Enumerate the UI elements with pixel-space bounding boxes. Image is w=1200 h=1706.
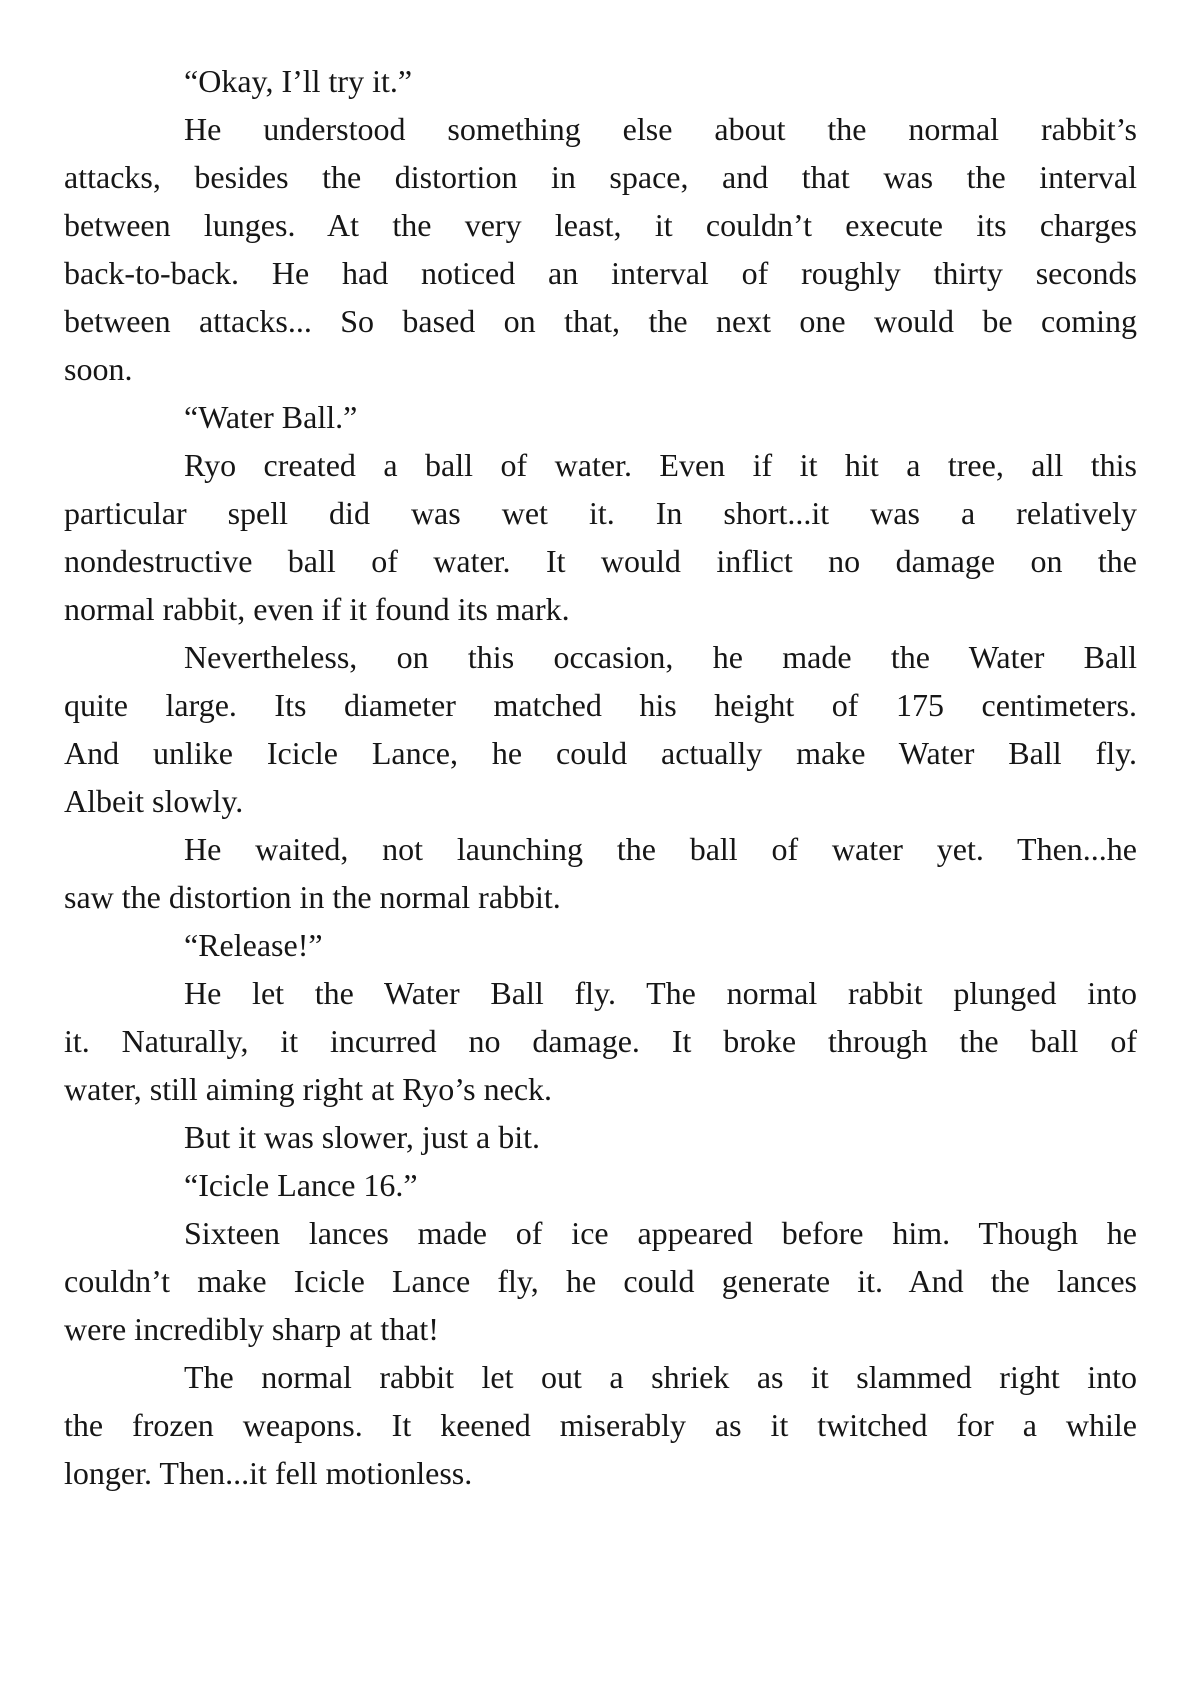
text-line: And unlike Icicle Lance, he could actually make Water Ball fly.: [64, 735, 1137, 771]
text-line: water, still aiming right at Ryo’s neck.: [64, 1071, 553, 1107]
text-line: couldn’t make Icicle Lance fly, he could generate it. And the lances: [64, 1263, 1137, 1299]
paragraph: [64, 1209, 1137, 1353]
paragraph: [64, 105, 1137, 393]
text-line: Ryo created a ball of water. Even if it hit a tree, all this: [184, 447, 1137, 483]
paragraph: [64, 393, 1137, 441]
text-line: saw the distortion in the normal rabbit.: [64, 879, 561, 915]
text-line: longer. Then...it fell motionless.: [64, 1455, 473, 1491]
paragraph: [64, 1353, 1137, 1497]
text-line: attacks, besides the distortion in space, and that was the interval: [64, 159, 1137, 195]
text-line: the frozen weapons. It keened miserably as it twitched for a while: [64, 1407, 1137, 1443]
text-line: “Release!”: [184, 927, 323, 963]
text-line: back-to-back. He had noticed an interval of roughly thirty seconds: [64, 255, 1137, 291]
text-line: “Icicle Lance 16.”: [184, 1167, 418, 1203]
text-line: normal rabbit, even if it found its mark.: [64, 591, 570, 627]
paragraph: [64, 57, 1137, 105]
text-line: quite large. Its diameter matched his height of 175 centimeters.: [64, 687, 1137, 723]
text-line: He waited, not launching the ball of water yet. Then...he: [184, 831, 1137, 867]
text-line: But it was slower, just a bit.: [184, 1119, 541, 1155]
text-line: soon.: [64, 351, 133, 387]
text-line: Nevertheless, on this occasion, he made the Water Ball: [184, 639, 1137, 675]
text-line: Albeit slowly.: [64, 783, 244, 819]
text-line: The normal rabbit let out a shriek as it slammed right into: [184, 1359, 1137, 1395]
paragraph: [64, 441, 1137, 633]
text-line: Sixteen lances made of ice appeared before him. Though he: [184, 1215, 1137, 1251]
paragraph: [64, 969, 1137, 1113]
text-line: it. Naturally, it incurred no damage. It broke through the ball of: [64, 1023, 1137, 1059]
text-line: nondestructive ball of water. It would inflict no damage on the: [64, 543, 1137, 579]
paragraph: [64, 1113, 1137, 1161]
text-line: were incredibly sharp at that!: [64, 1311, 439, 1347]
paragraph: [64, 825, 1137, 921]
paragraph: [64, 633, 1137, 825]
paragraph: [64, 921, 1137, 969]
text-line: “Water Ball.”: [184, 399, 358, 435]
text-line: “Okay, I’ll try it.”: [184, 63, 413, 99]
text-line: between lunges. At the very least, it couldn’t execute its charges: [64, 207, 1137, 243]
paragraph: [64, 1161, 1137, 1209]
text-line: between attacks... So based on that, the next one would be coming: [64, 303, 1137, 339]
text-line: particular spell did was wet it. In short...it was a relatively: [64, 495, 1137, 531]
text-line: He understood something else about the normal rabbit’s: [184, 111, 1137, 147]
text-line: He let the Water Ball fly. The normal rabbit plunged into: [184, 975, 1137, 1011]
